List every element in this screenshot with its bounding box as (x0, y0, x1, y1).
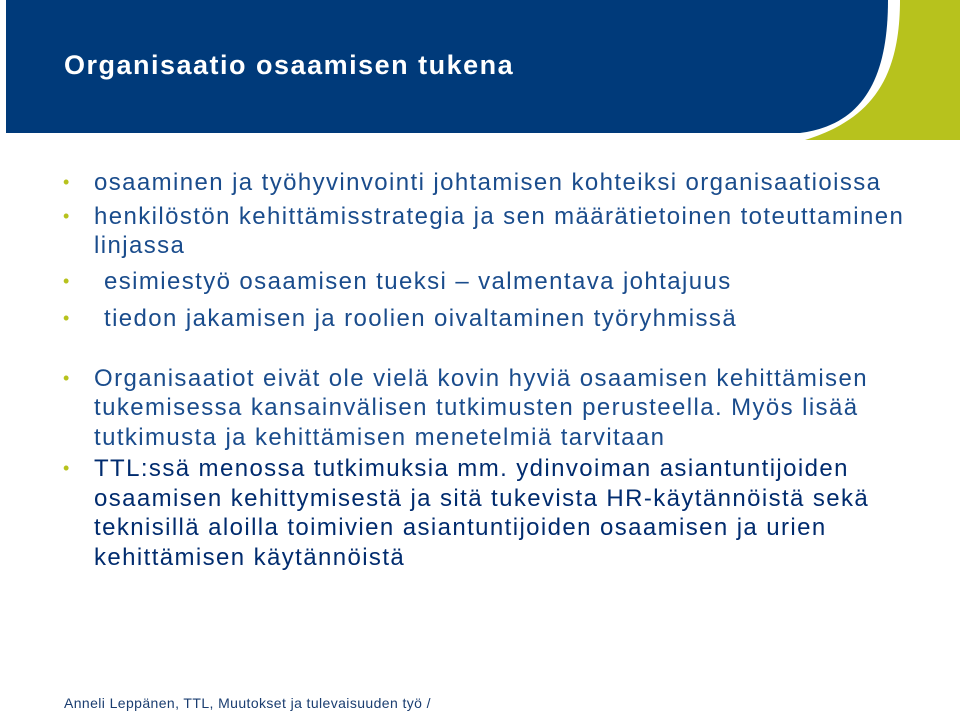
bullet-text: henkilöstön kehittämisstrategia ja sen määrätietoinen toteuttaminen linjassa (94, 202, 905, 259)
slide-title: Organisaatio osaamisen tukena (64, 50, 515, 80)
header-band (0, 0, 960, 140)
bullet-item (60, 202, 920, 261)
bullet-text: esimiestyö osaamisen tueksi – valmentava johtajuus (104, 267, 732, 295)
bullet-item (60, 304, 920, 334)
bullet-item (60, 454, 920, 572)
bullet-text: TTL:ssä menossa tutkimuksia mm. ydinvoiman asiantuntijoiden osaamisen kehittymisestä ja sitä tukevista HR-käytännöistä sekä teknisillä aloilla toimivien asiantuntijoiden osaamisen ja urien kehittämisen käytännöistä (94, 455, 870, 571)
footer-credit: Anneli Leppänen, TTL, Muutokset ja tulevaisuuden työ / (64, 695, 431, 711)
bullet-dot-icon: • (63, 367, 71, 388)
bullet-text: tiedon jakamisen ja roolien oivaltaminen työryhmissä (104, 305, 738, 332)
bullet-dot-icon: • (63, 270, 71, 291)
bullet-text: osaaminen ja työhyvinvointi johtamisen kohteiksi organisaatioissa (94, 169, 882, 196)
bullet-item (60, 267, 920, 297)
bullet-dot-icon: • (63, 172, 71, 192)
bullet-item (60, 168, 920, 198)
bullet-list (60, 168, 920, 572)
bullet-dot-icon: • (63, 308, 71, 328)
bullet-text: Organisaatiot eivät ole vielä kovin hyviä osaamisen kehittämisen tukemisessa kansainvälisen tutkimusten perusteella. Myös lisää tutkimusta ja kehittämisen menetelmiä tarvitaan (94, 364, 868, 451)
bullet-dot-icon: • (63, 458, 71, 478)
bullet-dot-icon: • (63, 205, 71, 226)
bullet-item (60, 364, 920, 453)
